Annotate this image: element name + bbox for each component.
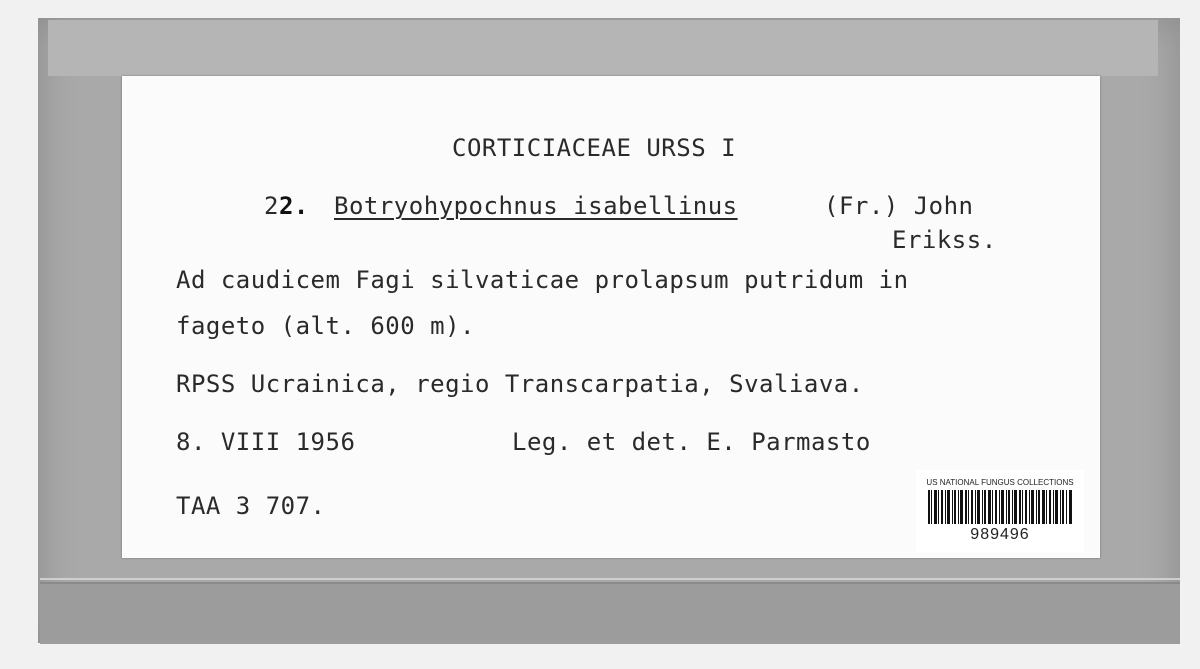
specimen-number-correction: 2. <box>278 192 309 220</box>
taxon-name: Botryohypochnus isabellinus <box>334 192 738 220</box>
barcode-icon <box>928 490 1072 524</box>
accession-number: TAA 3 707. <box>176 492 326 520</box>
specimen-number <box>264 192 309 220</box>
locality-text: RPSS Ucrainica, regio Transcarpatia, Svaliava. <box>176 370 864 398</box>
packet-top-flap <box>48 20 1158 76</box>
specimen-number-prefix: 2 <box>264 192 279 220</box>
barcode-header: US NATIONAL FUNGUS COLLECTIONS <box>926 478 1074 487</box>
substrate-text: Ad caudicem Fagi silvaticae prolapsum putridum in <box>176 266 909 294</box>
label-title: CORTICIACEAE URSS I <box>452 134 737 162</box>
collection-date: 8. VIII 1956 <box>176 428 356 456</box>
packet-bottom-flap <box>40 582 1180 644</box>
packet-fold-line <box>40 578 1180 580</box>
taxon-authority-continued: Erikss. <box>892 226 997 254</box>
substrate-text-continued: fageto (alt. 600 m). <box>176 312 475 340</box>
barcode-sticker <box>916 470 1084 552</box>
collector-text: Leg. et det. E. Parmasto <box>512 428 871 456</box>
barcode-number: 989496 <box>970 526 1030 543</box>
taxon-authority: (Fr.) John <box>824 192 974 220</box>
